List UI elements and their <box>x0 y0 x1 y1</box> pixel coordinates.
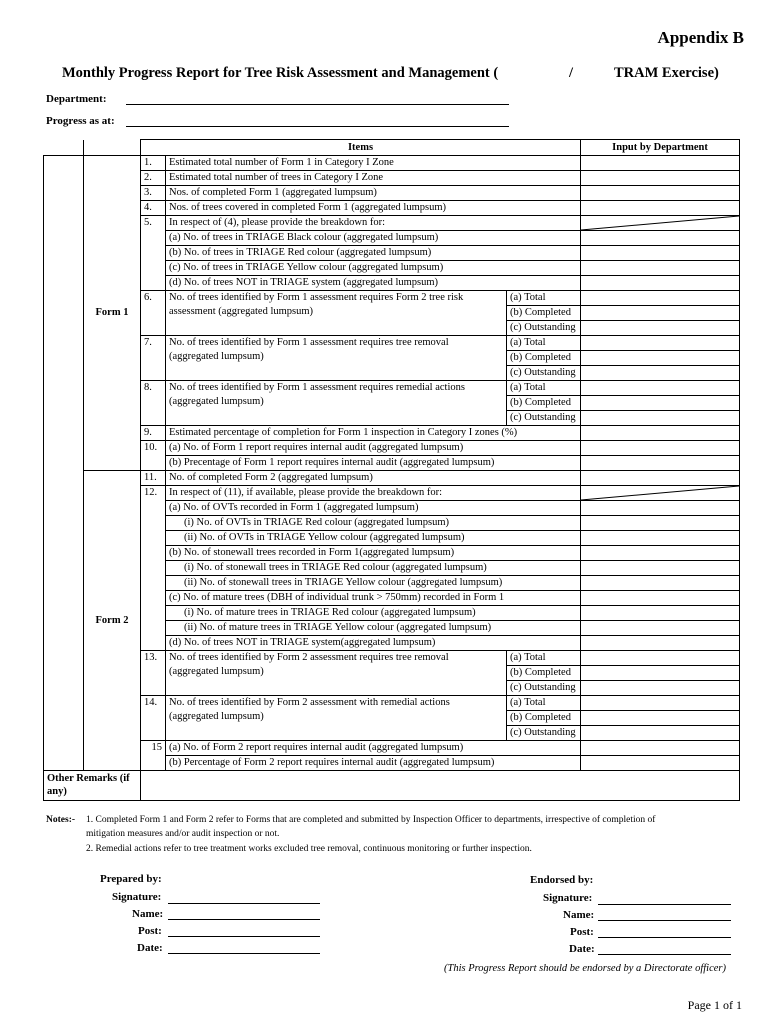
item-text: Estimated percentage of completion for Form 1 inspection in Category I zones (%) <box>166 426 581 441</box>
diagonal-line <box>581 216 739 230</box>
endorsed-date-label: Date: <box>569 943 595 955</box>
item-text: (d) No. of trees NOT in TRIAGE system (aggregated lumpsum) <box>166 276 581 291</box>
item-text: (a) No. of trees in TRIAGE Black colour (aggregated lumpsum) <box>166 231 581 246</box>
table-row <box>44 426 740 441</box>
item-number: 5. <box>141 216 166 231</box>
sub-item-label: (a) Total <box>507 651 581 666</box>
appendix-label: Appendix B <box>657 28 744 47</box>
prepared-name-label: Name: <box>132 908 164 920</box>
input-cell[interactable] <box>581 171 740 186</box>
item-text: (a) No. of Form 1 report requires internal audit (aggregated lumpsum) <box>166 441 581 456</box>
sub-item-label: (c) Outstanding <box>507 366 581 381</box>
sub-item-label: (b) Completed <box>507 711 581 726</box>
input-cell[interactable] <box>581 441 740 456</box>
input-cell[interactable] <box>581 726 740 741</box>
item-text: (ii) No. of OVTs in TRIAGE Yellow colour (aggregated lumpsum) <box>166 531 581 546</box>
form-2-label: Form 2 <box>84 471 141 771</box>
table-row <box>44 606 740 621</box>
input-cell[interactable] <box>581 696 740 711</box>
input-cell[interactable] <box>581 186 740 201</box>
input-cell[interactable] <box>581 201 740 216</box>
sub-item-label: (c) Outstanding <box>507 411 581 426</box>
prepared-date-label: Date: <box>137 942 163 954</box>
input-cell[interactable] <box>581 651 740 666</box>
other-remarks-label: Other Remarks (if any) <box>44 771 141 801</box>
endorsed-name-field[interactable] <box>598 920 731 921</box>
input-cell[interactable] <box>581 426 740 441</box>
item-text: Estimated total number of Form 1 in Category I Zone <box>166 156 581 171</box>
item-text <box>166 696 507 741</box>
item-text: (c) No. of trees in TRIAGE Yellow colour (aggregated lumpsum) <box>166 261 581 276</box>
table-row <box>44 591 740 606</box>
sub-item-label: (a) Total <box>507 291 581 306</box>
item-text: (b) No. of stonewall trees recorded in Form 1(aggregated lumpsum) <box>166 546 581 561</box>
table-row <box>44 486 740 501</box>
sub-item-label: (b) Completed <box>507 666 581 681</box>
endorsed-post-field[interactable] <box>598 937 731 938</box>
input-cell[interactable] <box>581 636 740 651</box>
input-cell[interactable] <box>581 576 740 591</box>
input-cell[interactable] <box>581 531 740 546</box>
sub-item-label: (c) Outstanding <box>507 726 581 741</box>
input-cell[interactable] <box>581 396 740 411</box>
item-number: 11. <box>141 471 166 486</box>
table-row <box>44 381 740 396</box>
table-header-row <box>44 140 740 156</box>
input-cell[interactable] <box>581 276 740 291</box>
table-row <box>44 171 740 186</box>
note-2: 2. Remedial actions refer to tree treatment works excluded tree removal, continuous monitoring or further inspection. <box>86 844 532 854</box>
page-number: Page 1 of 1 <box>687 998 742 1012</box>
table-row <box>44 741 740 756</box>
input-cell[interactable] <box>581 366 740 381</box>
table-row <box>44 696 740 711</box>
table-row <box>44 246 740 261</box>
input-cell[interactable] <box>581 606 740 621</box>
endorsed-by-label: Endorsed by: <box>530 874 594 886</box>
item-text-line-2: (aggregated lumpsum) <box>169 396 264 407</box>
prepared-by-label: Prepared by: <box>100 873 162 885</box>
input-cell[interactable] <box>581 516 740 531</box>
report-title-end: TRAM Exercise) <box>614 65 719 81</box>
item-text-line-1: No. of trees identified by Form 2 assessment requires tree removal <box>169 652 449 663</box>
item-text: (a) No. of OVTs recorded in Form 1 (aggregated lumpsum) <box>166 501 581 516</box>
prepared-date-field[interactable] <box>168 953 320 954</box>
item-number <box>141 531 166 546</box>
input-cell-not-applicable <box>581 486 740 501</box>
endorsed-name-label: Name: <box>563 909 595 921</box>
item-text <box>166 651 507 696</box>
item-number <box>141 231 166 246</box>
endorsed-signature-label: Signature: <box>543 892 593 904</box>
item-number: 1. <box>141 156 166 171</box>
item-number: 9. <box>141 426 166 441</box>
item-number <box>141 621 166 636</box>
input-cell[interactable] <box>581 711 740 726</box>
notes-label: Notes:- <box>46 815 76 825</box>
endorsement-note: (This Progress Report should be endorsed by a Directorate officer) <box>443 963 726 974</box>
item-text: (d) No. of trees NOT in TRIAGE system(aggregated lumpsum) <box>166 636 581 651</box>
input-cell[interactable] <box>581 561 740 576</box>
input-cell[interactable] <box>581 546 740 561</box>
item-number <box>141 261 166 276</box>
item-number: 12. <box>141 486 166 501</box>
item-text: (b) Precentage of Form 1 report requires internal audit (aggregated lumpsum) <box>166 456 581 471</box>
item-text: Nos. of trees covered in completed Form 1 (aggregated lumpsum) <box>166 201 581 216</box>
table-row <box>44 231 740 246</box>
table-row <box>44 156 740 171</box>
input-cell[interactable] <box>581 501 740 516</box>
table-row <box>44 516 740 531</box>
item-number: 14. <box>141 696 166 741</box>
table-row <box>44 651 740 666</box>
items-column-header: Items <box>141 140 581 156</box>
sub-item-label: (a) Total <box>507 336 581 351</box>
table-row <box>44 531 740 546</box>
sub-item-label: (a) Total <box>507 381 581 396</box>
table-row <box>44 186 740 201</box>
item-number: 10. <box>141 441 166 456</box>
sub-item-label: (b) Completed <box>507 396 581 411</box>
sub-item-label: (b) Completed <box>507 351 581 366</box>
sub-item-label: (c) Outstanding <box>507 321 581 336</box>
item-text: In respect of (11), if available, please provide the breakdown for: <box>166 486 581 501</box>
table-row <box>44 636 740 651</box>
item-number <box>141 546 166 561</box>
input-cell[interactable] <box>581 471 740 486</box>
table-row <box>44 336 740 351</box>
input-cell[interactable] <box>581 456 740 471</box>
input-cell[interactable] <box>581 246 740 261</box>
table-row <box>44 201 740 216</box>
item-text <box>166 381 507 426</box>
item-number: 7. <box>141 336 166 381</box>
input-cell[interactable] <box>581 756 740 771</box>
item-text: (c) No. of mature trees (DBH of individual trunk > 750mm) recorded in Form 1 <box>166 591 581 606</box>
item-text-line-2: (aggregated lumpsum) <box>169 351 264 362</box>
item-text-line-1: No. of trees identified by Form 1 assessment requires tree removal <box>169 337 449 348</box>
item-number <box>141 591 166 606</box>
report-title-slash: / <box>569 65 574 81</box>
input-cell[interactable] <box>581 306 740 321</box>
endorsed-post-label: Post: <box>570 926 594 938</box>
input-cell[interactable] <box>581 261 740 276</box>
input-cell[interactable] <box>581 291 740 306</box>
input-cell[interactable] <box>581 681 740 696</box>
sub-item-label: (a) Total <box>507 696 581 711</box>
item-text <box>166 336 507 381</box>
prepared-signature-label: Signature: <box>112 891 162 903</box>
item-text: (i) No. of OVTs in TRIAGE Red colour (aggregated lumpsum) <box>166 516 581 531</box>
input-cell[interactable] <box>581 156 740 171</box>
item-text: (ii) No. of mature trees in TRIAGE Yellow colour (aggregated lumpsum) <box>166 621 581 636</box>
input-cell[interactable] <box>581 411 740 426</box>
sub-item-label: (b) Completed <box>507 306 581 321</box>
input-cell[interactable] <box>581 351 740 366</box>
item-text-line-2: (aggregated lumpsum) <box>169 666 264 677</box>
item-number <box>141 516 166 531</box>
item-text: (i) No. of stonewall trees in TRIAGE Red colour (aggregated lumpsum) <box>166 561 581 576</box>
item-number <box>141 606 166 621</box>
table-row <box>44 261 740 276</box>
item-number: 8. <box>141 381 166 426</box>
note-1-line-b: mitigation measures and/or audit inspection or not. <box>86 829 280 839</box>
report-title: Monthly Progress Report for Tree Risk Assessment and Management ( <box>62 65 499 81</box>
input-cell-not-applicable <box>581 216 740 231</box>
item-number: 13. <box>141 651 166 696</box>
item-number <box>141 636 166 651</box>
item-number: 4. <box>141 201 166 216</box>
other-remarks-field[interactable] <box>141 771 740 801</box>
table-row <box>44 546 740 561</box>
table-row <box>44 291 740 306</box>
table-row <box>44 576 740 591</box>
item-text-line-2: (aggregated lumpsum) <box>169 711 264 722</box>
item-text-line-1: No. of trees identified by Form 1 assessment requires remedial actions <box>169 382 465 393</box>
item-text: (a) No. of Form 2 report requires internal audit (aggregated lumpsum) <box>166 741 581 756</box>
item-text-line-1: No. of trees identified by Form 1 assessment requires Form 2 tree risk <box>169 292 464 303</box>
item-number <box>141 246 166 261</box>
input-cell[interactable] <box>581 321 740 336</box>
input-column-header: Input by Department <box>581 140 740 156</box>
item-text-line-2: assessment (aggregated lumpsum) <box>169 306 314 317</box>
input-cell[interactable] <box>581 336 740 351</box>
input-cell[interactable] <box>581 741 740 756</box>
item-text: (i) No. of mature trees in TRIAGE Red colour (aggregated lumpsum) <box>166 606 581 621</box>
input-cell[interactable] <box>581 231 740 246</box>
item-text: Nos. of completed Form 1 (aggregated lumpsum) <box>166 186 581 201</box>
item-text: (b) Percentage of Form 2 report requires internal audit (aggregated lumpsum) <box>166 756 581 771</box>
item-number <box>141 756 166 771</box>
input-cell[interactable] <box>581 591 740 606</box>
notes-section <box>46 813 656 854</box>
table-row <box>44 456 740 471</box>
item-text-line-1: No. of trees identified by Form 2 assessment with remedial actions <box>169 697 450 708</box>
input-cell[interactable] <box>581 666 740 681</box>
table-row <box>44 756 740 771</box>
table-row <box>44 471 740 486</box>
endorsed-date-field[interactable] <box>598 954 731 955</box>
note-1-line-a: 1. Completed Form 1 and Form 2 refer to Forms that are completed and submitted by Inspection Officer to departments, irrespective of completion of <box>86 815 656 825</box>
table-row <box>44 276 740 291</box>
item-text: (b) No. of trees in TRIAGE Red colour (aggregated lumpsum) <box>166 246 581 261</box>
item-number <box>141 576 166 591</box>
item-text <box>166 291 507 336</box>
table-row <box>44 501 740 516</box>
item-number: 15 <box>141 741 166 756</box>
item-number: 3. <box>141 186 166 201</box>
diagonal-line <box>581 486 739 500</box>
endorsed-signature-field[interactable] <box>598 904 731 905</box>
item-text: No. of completed Form 2 (aggregated lumpsum) <box>166 471 581 486</box>
item-number <box>141 561 166 576</box>
item-number <box>141 501 166 516</box>
prepared-post-label: Post: <box>138 925 162 937</box>
prepared-post-field[interactable] <box>168 936 320 937</box>
department-label: Department: <box>46 93 107 105</box>
department-field[interactable] <box>126 104 509 105</box>
item-number <box>141 276 166 291</box>
item-number: 6. <box>141 291 166 336</box>
outer-margin-cell <box>44 156 84 771</box>
prepared-signature-field[interactable] <box>168 903 320 904</box>
item-number: 2. <box>141 171 166 186</box>
report-table <box>43 139 740 801</box>
table-row <box>44 561 740 576</box>
remarks-row <box>44 771 740 801</box>
progress-as-at-label: Progress as at: <box>46 115 115 127</box>
input-cell[interactable] <box>581 621 740 636</box>
item-text: Estimated total number of trees in Category I Zone <box>166 171 581 186</box>
table-row <box>44 441 740 456</box>
table-row <box>44 216 740 231</box>
item-text: (ii) No. of stonewall trees in TRIAGE Yellow colour (aggregated lumpsum) <box>166 576 581 591</box>
input-cell[interactable] <box>581 381 740 396</box>
item-text: In respect of (4), please provide the breakdown for: <box>166 216 581 231</box>
item-number <box>141 456 166 471</box>
prepared-name-field[interactable] <box>168 919 320 920</box>
progress-as-at-field[interactable] <box>126 126 509 127</box>
table-row <box>44 621 740 636</box>
sub-item-label: (c) Outstanding <box>507 681 581 696</box>
form-1-label: Form 1 <box>84 156 141 471</box>
